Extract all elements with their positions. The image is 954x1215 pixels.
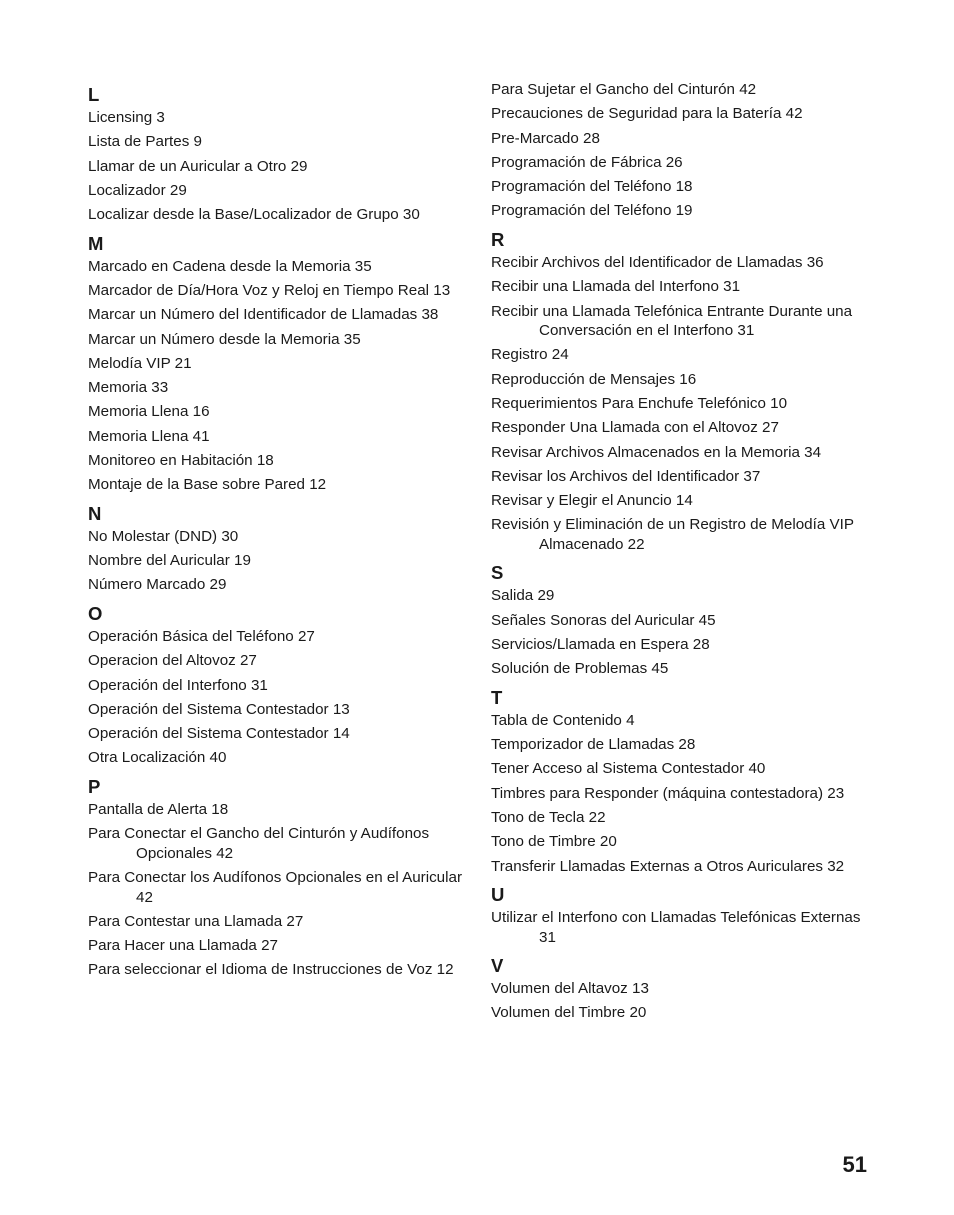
- index-entry: Recibir una Llamada Telefónica Entrante Durante una Conversación en el Interfono 31: [491, 302, 853, 340]
- index-entry: Llamar de un Auricular a Otro 29: [88, 157, 308, 175]
- index-letter-heading: T: [491, 686, 503, 708]
- index-entry: Programación de Fábrica 26: [491, 153, 683, 171]
- index-entry: No Molestar (DND) 30: [88, 527, 239, 545]
- index-entry: Utilizar el Interfono con Llamadas Telefónicas Externas 31: [491, 909, 861, 946]
- index-entry: Memoria 33: [88, 379, 169, 397]
- index-entry: Operación Básica del Teléfono 27: [88, 627, 315, 645]
- index-entry: Para Conectar los Audífonos Opcionales en el Auricular 42: [88, 869, 462, 906]
- page-number: 51: [842, 1152, 867, 1177]
- index-entry: Para Conectar el Gancho del Cinturón y Audífonos Opcionales 42: [88, 825, 430, 862]
- index-entry: Para Sujetar el Gancho del Cinturón 42: [491, 81, 757, 98]
- index-letter-heading: N: [88, 502, 102, 524]
- index-entry: Señales Sonoras del Auricular 45: [491, 611, 716, 629]
- index-entry: Localizador 29: [88, 181, 187, 199]
- index-entry: Programación del Teléfono 19: [491, 202, 693, 220]
- index-letter-heading: V: [491, 955, 504, 977]
- index-entry: Registro 24: [491, 346, 569, 364]
- index-entry: Para Hacer una Llamada 27: [88, 937, 278, 955]
- index-letter-heading: P: [88, 775, 101, 797]
- index-entry: Servicios/Llamada en Espera 28: [491, 636, 710, 654]
- index-entry: Reproducción de Mensajes 16: [491, 370, 697, 388]
- index-entry: Marcador de Día/Hora Voz y Reloj en Tiempo Real 13: [88, 281, 451, 299]
- index-entry: Transferir Llamadas Externas a Otros Auriculares 32: [491, 857, 845, 875]
- index-entry: Marcar un Número del Identificador de Llamadas 38: [88, 306, 439, 324]
- index-letter-heading: L: [88, 84, 100, 105]
- index-entry: Para seleccionar el Idioma de Instrucciones de Voz 12: [88, 961, 454, 979]
- index-entry: Precauciones de Seguridad para la Batería 42: [491, 105, 803, 123]
- index-entry: Solución de Problemas 45: [491, 660, 669, 678]
- index-entry: Para Contestar una Llamada 27: [88, 912, 304, 930]
- index-letter-heading: U: [491, 884, 505, 906]
- index-entry: Timbres para Responder (máquina contestadora) 23: [491, 784, 845, 802]
- index-entry: Operacion del Altovoz 27: [88, 652, 257, 670]
- index-entry: Recibir Archivos del Identificador de Llamadas 36: [491, 253, 824, 271]
- index-entry: Volumen del Altavoz 13: [491, 980, 649, 998]
- index-entry: Operación del Sistema Contestador 14: [88, 725, 350, 743]
- index-entry: Melodía VIP 21: [88, 354, 192, 372]
- index-entry: Temporizador de Llamadas 28: [491, 736, 696, 754]
- index-entry: Programación del Teléfono 18: [491, 178, 693, 196]
- index-entry: Localizar desde la Base/Localizador de Grupo 30: [88, 206, 420, 224]
- index-entry: Marcar un Número desde la Memoria 35: [88, 330, 361, 348]
- index-entry: Operación del Interfono 31: [88, 676, 268, 694]
- index-entry: Número Marcado 29: [88, 576, 227, 594]
- index-entry: Memoria Llena 41: [88, 427, 210, 445]
- index-entry: Tener Acceso al Sistema Contestador 40: [491, 760, 766, 778]
- index-entry: Revisar y Elegir el Anuncio 14: [491, 492, 693, 510]
- index-entry: Montaje de la Base sobre Pared 12: [88, 476, 327, 494]
- index-letter-heading: S: [491, 562, 504, 584]
- index-entry: Operación del Sistema Contestador 13: [88, 700, 350, 718]
- index-entry: Revisión y Eliminación de un Registro de Melodía VIP Almacenado 22: [491, 516, 854, 553]
- index-entry: Tono de Timbre 20: [491, 833, 617, 851]
- index-entry: Nombre del Auricular 19: [88, 552, 251, 570]
- index-entry: Pre-Marcado 28: [491, 129, 600, 147]
- index-entry: Lista de Partes 9: [88, 133, 202, 151]
- index-entry: Salida 29: [491, 587, 555, 605]
- index-entry: Recibir una Llamada del Interfono 31: [491, 278, 741, 296]
- index-entry: Requerimientos Para Enchufe Telefónico 10: [491, 394, 788, 412]
- index-entry: Tabla de Contenido 4: [491, 711, 635, 729]
- index-entry: Otra Localización 40: [88, 749, 227, 767]
- index-letter-heading: M: [88, 232, 104, 254]
- index-entry: Memoria Llena 16: [88, 403, 210, 421]
- index-entry: Marcado en Cadena desde la Memoria 35: [88, 257, 372, 275]
- index-entry: Revisar Archivos Almacenados en la Memoria 34: [491, 443, 822, 461]
- index-column-left: [88, 80, 473, 985]
- index-letter-heading: O: [88, 602, 103, 624]
- index-letter-heading: R: [491, 228, 505, 250]
- index-entry: Tono de Tecla 22: [491, 809, 606, 827]
- index-entry: Monitoreo en Habitación 18: [88, 452, 274, 470]
- index-entry: Volumen del Timbre 20: [491, 1004, 647, 1022]
- index-entry: Licensing 3: [88, 109, 165, 126]
- index-entry: Responder Una Llamada con el Altovoz 27: [491, 419, 779, 437]
- index-entry: Pantalla de Alerta 18: [88, 800, 229, 818]
- index-entry: Revisar los Archivos del Identificador 37: [491, 467, 761, 485]
- index-column-right: [491, 80, 881, 1028]
